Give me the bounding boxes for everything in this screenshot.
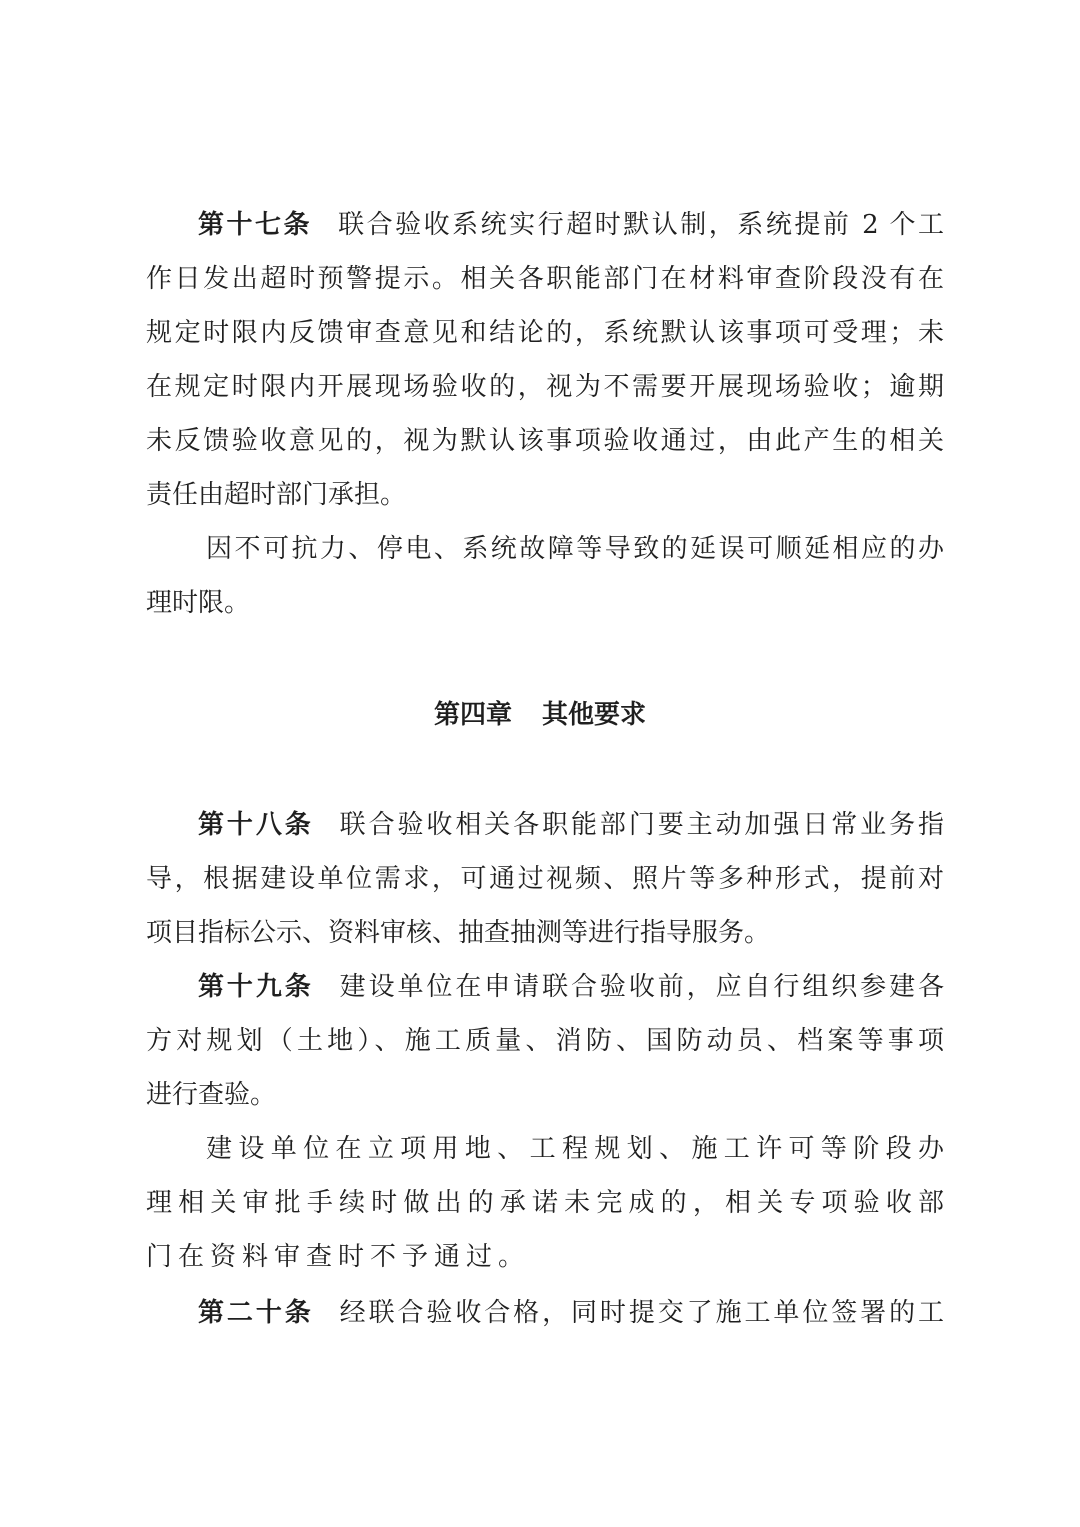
article17-para2-line-2: 理时限。 [146, 588, 251, 618]
article17-line-5: 未反馈验收意见的，视为默认该事项验收通过，由此产生的相关 [146, 426, 944, 456]
article19-para2-line-2: 理相关审批手续时做出的承诺未完成的，相关专项验收部 [146, 1188, 944, 1218]
article17-line-3: 规定时限内反馈审查意见和结论的，系统默认该事项可受理；未 [146, 318, 944, 348]
article17-line-6: 责任由超时部门承担。 [146, 480, 407, 510]
article19-line-1: 第十九条 建设单位在申请联合验收前，应自行组织参建各 [198, 972, 944, 1002]
article19-label: 第十九条 [198, 972, 314, 1002]
chapter-number: 第四章 [433, 700, 512, 730]
chapter-title: 其他要求 [542, 700, 647, 730]
article19-line-3: 进行查验。 [146, 1080, 277, 1110]
article19-para2-line-1: 建设单位在立项用地、工程规划、施工许可等阶段办 [206, 1134, 944, 1164]
article19-line-2: 方对规划（土地）、施工质量、消防、国防动员、档案等事项 [146, 1026, 944, 1056]
article19-para2-line-3: 门在资料审查时不予通过。 [146, 1242, 531, 1272]
article18-line-2: 导，根据建设单位需求，可通过视频、照片等多种形式，提前对 [146, 864, 944, 894]
article17-line-2: 作日发出超时预警提示。相关各职能部门在材料审查阶段没有在 [146, 264, 944, 294]
article17-line-1: 第十七条 联合验收系统实行超时默认制，系统提前 2 个工 [198, 210, 944, 240]
article17-para2-line-1: 因不可抗力、停电、系统故障等导致的延误可顺延相应的办 [206, 534, 944, 564]
article17-line-4: 在规定时限内开展现场验收的，视为不需要开展现场验收；逾期 [146, 372, 944, 402]
article20-line-1: 第二十条 经联合验收合格，同时提交了施工单位签署的工 [198, 1298, 944, 1328]
article20-label: 第二十条 [198, 1298, 314, 1328]
article17-label: 第十七条 [198, 210, 313, 240]
article18-label: 第十八条 [198, 810, 314, 840]
article18-line-3: 项目指标公示、资料审核、抽查抽测等进行指导服务。 [146, 918, 771, 948]
chapter-heading [0, 688, 1080, 742]
article18-line-1: 第十八条 联合验收相关各职能部门要主动加强日常业务指 [198, 810, 944, 840]
